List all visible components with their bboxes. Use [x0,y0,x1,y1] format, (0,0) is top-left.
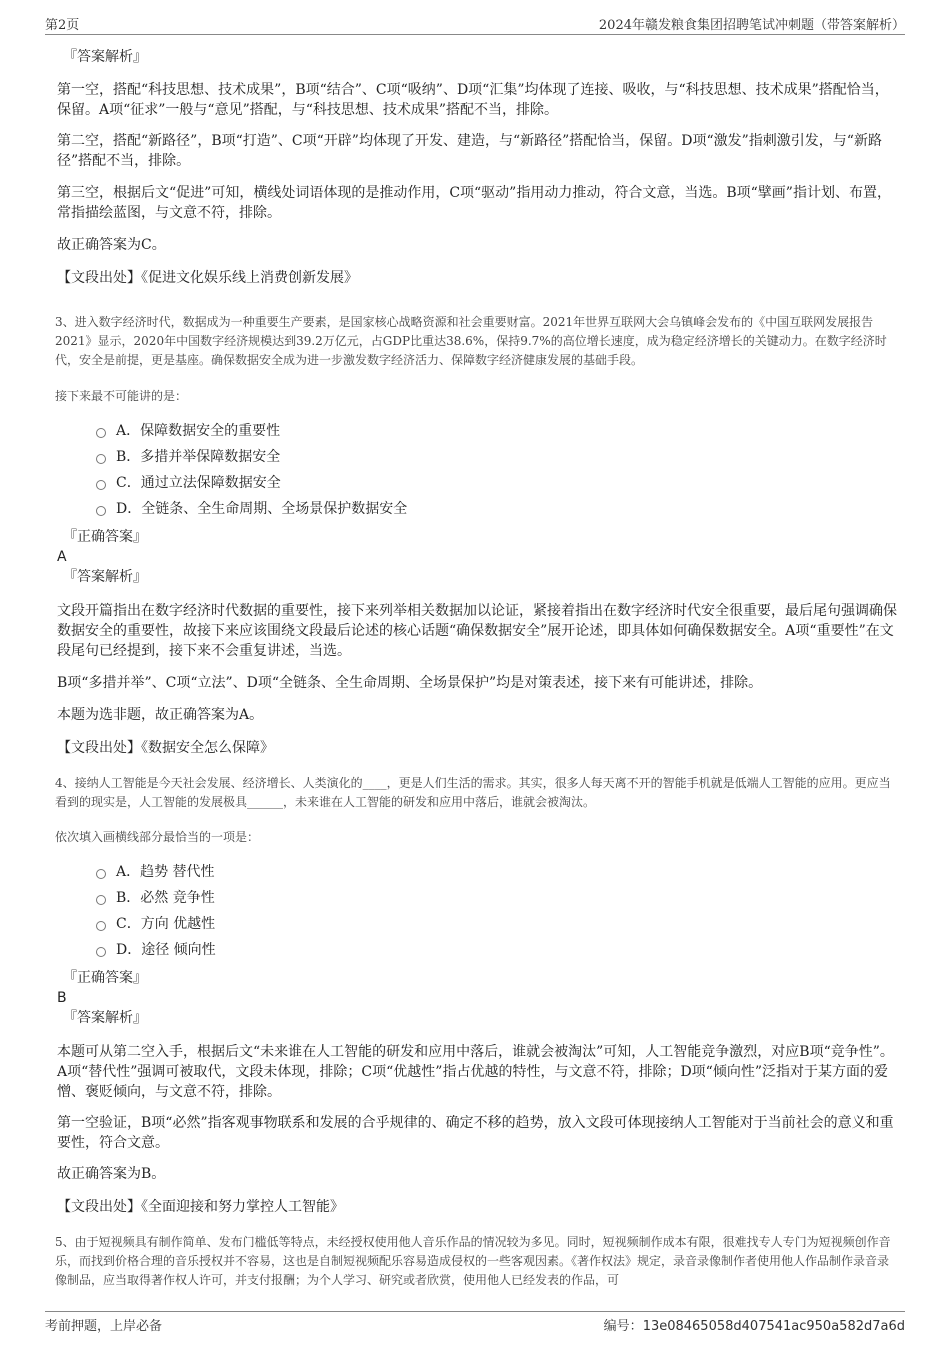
q3-analysis-para-3: 本题为选非题，故正确答案为A。 [57,707,264,723]
q4-option-b-label: B．必然 竞争性 [116,890,215,906]
q3-source: 【文段出处】《数据安全怎么保障》 [57,740,274,756]
q3-option-d[interactable] [96,499,407,519]
q4-option-a[interactable] [96,862,215,882]
q3-analysis-para-1: 文段开篇指出在数字经济时代数据的重要性，接下来列举相关数据加以论证，紧接着指出在数字经济时代安全很重要，最后尾句强调确保数据安全的重要性，故接下来应该围绕文段最后论述的核心话题“确保数据安全”展开论述，即具体如何确保数据安全。A项“重要性”在文段尾句已经提到，接下来不会重复讲述，当选。 [57,603,897,659]
q3-analysis-para-2: B项“多措并举”、C项“立法”、D项“全链条、全生命周期、全场景保护”均是对策表述，接下来有可能讲述，排除。 [57,675,763,691]
document-title: 2024年赣发粮食集团招聘笔试冲刺题（带答案解析） [598,18,905,33]
page-footer [45,1311,905,1334]
page-number: 第2页 [45,18,80,33]
q3-option-b[interactable] [96,447,280,467]
radio-icon[interactable] [96,506,106,516]
q3-correct-answer: A [57,549,67,565]
radio-icon[interactable] [96,480,106,490]
q3-option-d-label: D．全链条、全生命周期、全场景保护数据安全 [116,501,408,517]
q2-analysis-para-3: 第三空，根据后文“促进”可知，横线处词语体现的是推动作用，C项“驱动”指用动力推动，符合文意，当选。B项“擘画”指计划、布置，常指描绘蓝图，与文意不符，排除。 [57,185,891,221]
footer-slogan: 考前押题，上岸必备 [45,1319,163,1334]
radio-icon[interactable] [96,869,106,879]
q4-analysis-para-2: 第一空验证，B项“必然”指客观事物联系和发展的合乎规律的、确定不移的趋势，放入文段可体现接纳人工智能对于当前社会的意义和重要性，符合文意。 [57,1115,894,1151]
q4-option-c-label: C．方向 优越性 [116,916,216,932]
q4-option-a-label: A．趋势 替代性 [116,864,215,880]
q3-option-c-label: C．通过立法保障数据安全 [116,475,281,491]
radio-icon[interactable] [96,428,106,438]
q4-analysis-para-3: 故正确答案为B。 [57,1166,166,1182]
q2-analysis-para-2: 第二空，搭配“新路径”，B项“打造”、C项“开辟”均体现了开发、建造，与“新路径”搭配恰当，保留。D项“激发”指刺激引发，与“新路径”搭配不当，排除。 [57,133,882,169]
q4-option-c[interactable] [96,914,215,934]
document-code-value: 13e08465058d407541ac950a582d7a6d [642,1319,905,1334]
q4-correct-label: 『正确答案』 [63,970,147,986]
document-code [604,1315,905,1334]
q2-analysis-para-1: 第一空，搭配“科技思想、技术成果”，B项“结合”、C项“吸纳”、D项“汇集”均体现了连接、吸收，与“科技思想、技术成果”搭配恰当，保留。A项“征求”一般与“意见”搭配，与“科技思想、技术成果”搭配不当，排除。 [57,82,889,118]
q4-option-d[interactable] [96,940,216,960]
document-code-label: 编号： [603,1319,643,1334]
radio-icon[interactable] [96,454,106,464]
q4-option-d-label: D．途径 倾向性 [116,942,216,958]
q3-option-c[interactable] [96,473,281,493]
q2-analysis-para-4: 故正确答案为C。 [57,237,166,253]
page-header [45,12,905,35]
q2-analysis-label: 『答案解析』 [63,49,147,65]
q4-analysis-para-1: 本题可从第二空入手，根据后文“未来谁在人工智能的研发和应用中落后，谁就会被淘汰”可知，人工智能竞争激烈，对应B项“竞争性”。A项“替代性”强调可被取代，文段未体现，排除；C项“优越性”指占优越的特性，与文意不符，排除；D项“倾向性”泛指对于某方面的爱憎、褒贬倾向，与文意不符，排除。 [57,1044,894,1100]
q3-correct-label: 『正确答案』 [63,529,147,545]
radio-icon[interactable] [96,947,106,957]
radio-icon[interactable] [96,895,106,905]
q3-option-b-label: B．多措并举保障数据安全 [116,449,281,465]
q3-prompt: 接下来最不可能讲的是： [55,389,188,403]
q4-source: 【文段出处】《全面迎接和努力掌控人工智能》 [57,1199,344,1215]
q5-stem: 5、由于短视频具有制作简单、发布门槛低等特点，未经授权使用他人音乐作品的情况较为多见。同时，短视频制作成本有限，很难找专人专门为短视频创作音乐，而找到价格合理的音乐授权并不容易，这也是自制短视频配乐容易造成侵权的一些客观因素。《著作权法》规定，录音录像制作者使用他人作品制作录音录像制品，应当取得著作权人许可，并支付报酬；为个人学习、研究或者欣赏，使用他人已经发表的作品，可 [55,1235,891,1287]
q4-prompt: 依次填入画横线部分最恰当的一项是： [55,830,260,844]
radio-icon[interactable] [96,921,106,931]
q4-stem: 4、接纳人工智能是今天社会发展、经济增长、人类演化的____，更是人们生活的需求。其实，很多人每天离不开的智能手机就是低端人工智能的应用。更应当看到的现实是，人工智能的发展极具______，未来谁在人工智能的研发和应用中落后，谁就会被淘汰。 [55,776,891,809]
q3-stem: 3、进入数字经济时代，数据成为一种重要生产要素，是国家核心战略资源和社会重要财富。2021年世界互联网大会乌镇峰会发布的《中国互联网发展报告2021》显示，2020年中国数字经济规模达到39.2万亿元，占GDP比重达38.6%，保持9.7%的高位增长速度，成为稳定经济增长的关键动力。在数字经济时代，安全是前提，更是基座。确保数据安全成为进一步激发数字经济活力、保障数字经济健康发展的基础手段。 [55,315,887,367]
q3-analysis-label: 『答案解析』 [63,569,147,585]
q2-source: 【文段出处】《促进文化娱乐线上消费创新发展》 [57,270,358,286]
q3-option-a-label: A．保障数据安全的重要性 [116,423,281,439]
q3-option-a[interactable] [96,421,280,441]
q4-correct-answer: B [57,990,67,1006]
q4-analysis-label: 『答案解析』 [63,1010,147,1026]
q4-option-b[interactable] [96,888,215,908]
